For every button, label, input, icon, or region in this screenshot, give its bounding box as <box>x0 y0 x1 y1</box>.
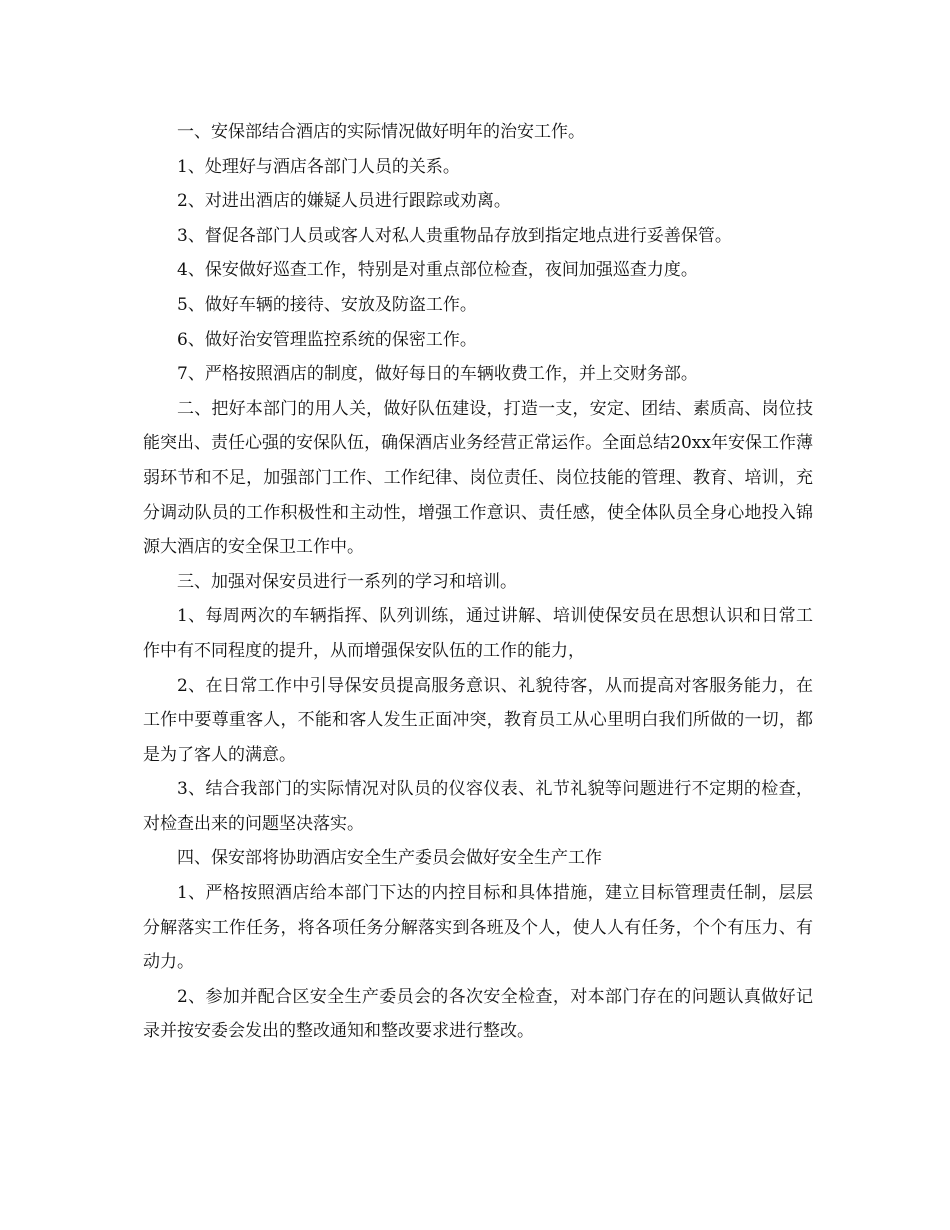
paragraph-item: 5、做好车辆的接待、安放及防盗工作。 <box>177 294 477 315</box>
paragraph-item: 3、督促各部门人员或客人对私人贵重物品存放到指定地点进行妥善保管。 <box>177 225 732 246</box>
paragraph-section-3-heading: 三、加强对保安员进行一系列的学习和培训。 <box>177 571 517 592</box>
paragraph-item: 1、每周两次的车辆指挥、队列训练，通过讲解、培训使保安员在思想认识和日常工作中有不同程度的提升，从而增强保安队伍的工作的能力， <box>143 606 813 661</box>
paragraph-item: 1、处理好与酒店各部门人员的关系。 <box>177 156 460 177</box>
paragraph-item: 1、严格按照酒店给本部门下达的内控目标和具体措施，建立目标管理责任制，层层分解落实工作任务，将各项任务分解落实到各班及个人，使人人有任务，个个有压力、有动力。 <box>143 883 813 973</box>
paragraph-item: 2、在日常工作中引导保安员提高服务意识、礼貌待客，从而提高对客服务能力，在工作中要尊重客人，不能和客人发生正面冲突，教育员工从心里明白我们所做的一切，都是为了客人的满意。 <box>143 675 813 765</box>
paragraph-item: 4、保安做好巡查工作，特别是对重点部位检查，夜间加强巡查力度。 <box>177 260 698 281</box>
paragraph-section-2: 二、把好本部门的用人关，做好队伍建设，打造一支，安定、团结、素质高、岗位技能突出、责任心强的安保队伍，确保酒店业务经营正常运作。全面总结20xx年安保工作薄弱环节和不足，加强部门工作、工作纪律、岗位责任、岗位技能的管理、教育、培训，充分调动队员的工作积极性和主动性，增强工作意识、责任感，使全体队员全身心地投入锦源大酒店的安全保卫工作中。 <box>143 398 813 558</box>
paragraph-item: 3、结合我部门的实际情况对队员的仪容仪表、礼节礼貌等问题进行不定期的检查，对检查出来的问题坚决落实。 <box>143 779 813 834</box>
paragraph-item: 7、严格按照酒店的制度，做好每日的车辆收费工作，并上交财务部。 <box>177 364 698 385</box>
paragraph-section-4-heading: 四、保安部将协助酒店安全生产委员会做好安全生产工作 <box>177 848 602 869</box>
paragraph-item: 2、对进出酒店的嫌疑人员进行跟踪或劝离。 <box>177 191 511 212</box>
document-body <box>143 115 813 1049</box>
paragraph-item: 6、做好治安管理监控系统的保密工作。 <box>177 329 477 350</box>
paragraph-item: 2、参加并配合区安全生产委员会的各次安全检查，对本部门存在的问题认真做好记录并按安委会发出的整改通知和整改要求进行整改。 <box>143 986 813 1042</box>
paragraph-section-1-heading: 一、安保部结合酒店的实际情况做好明年的治安工作。 <box>177 122 585 142</box>
